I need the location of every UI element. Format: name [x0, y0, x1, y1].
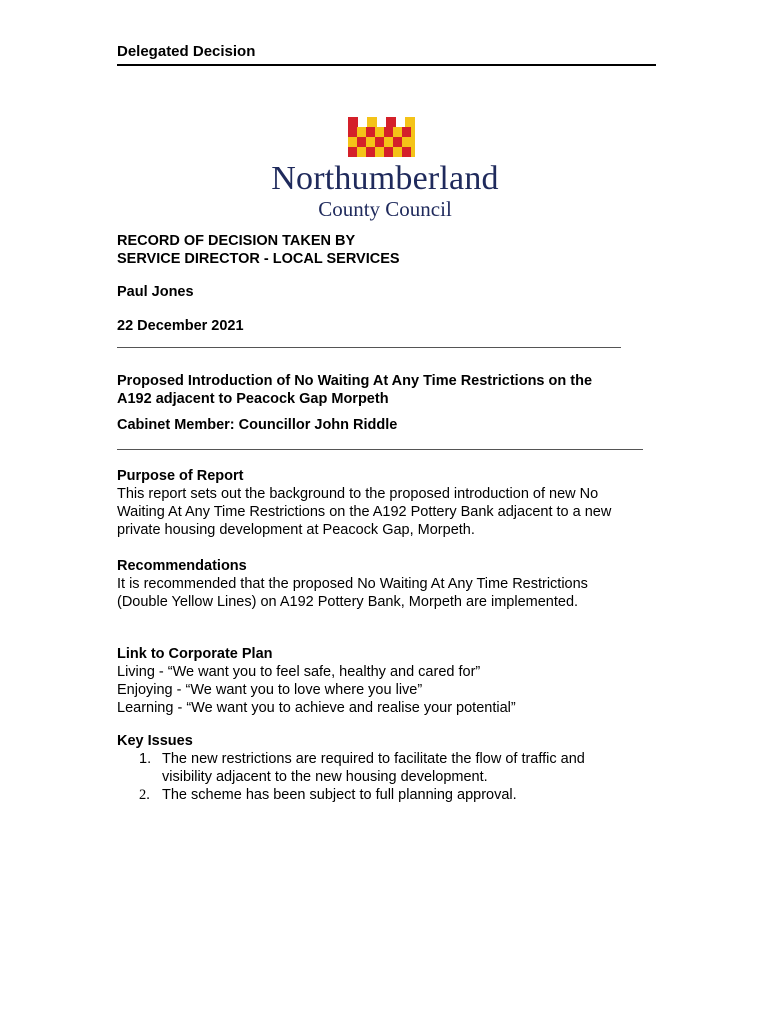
list-item-line-1: The scheme has been subject to full planning approval.	[162, 787, 517, 803]
record-line-1: RECORD OF DECISION TAKEN BY	[117, 233, 356, 249]
corporate-plan-heading: Link to Corporate Plan	[117, 646, 273, 662]
recommendations-section	[117, 557, 657, 611]
purpose-line-3: private housing development at Peacock Gap, Morpeth.	[117, 522, 475, 538]
corporate-plan-enjoying: Enjoying - “We want you to love where you live”	[117, 682, 423, 698]
list-item-line-2: visibility adjacent to the new housing development.	[162, 769, 488, 785]
header-label: Delegated Decision	[117, 43, 256, 60]
report-title-line-1: Proposed Introduction of No Waiting At Any Time Restrictions on the	[117, 373, 593, 389]
recommendations-line-1: It is recommended that the proposed No Waiting At Any Time Restrictions	[117, 576, 588, 592]
purpose-line-1: This report sets out the background to the proposed introduction of new No	[117, 486, 599, 502]
corporate-plan-living: Living - “We want you to feel safe, healthy and cared for”	[117, 664, 481, 680]
decision-date: 22 December 2021	[117, 318, 244, 334]
list-item	[117, 786, 657, 804]
purpose-section	[117, 467, 657, 539]
purpose-heading: Purpose of Report	[117, 468, 244, 484]
record-line-2: SERVICE DIRECTOR - LOCAL SERVICES	[117, 251, 400, 267]
cabinet-member: Cabinet Member: Councillor John Riddle	[117, 417, 398, 433]
logo-subtitle: County Council	[318, 197, 452, 221]
report-title-line-2: A192 adjacent to Peacock Gap Morpeth	[117, 391, 389, 407]
list-item-number: 1.	[139, 751, 152, 767]
key-issues-heading: Key Issues	[117, 733, 193, 749]
corporate-plan-section	[117, 645, 657, 717]
list-item-line-1: The new restrictions are required to facilitate the flow of traffic and	[162, 751, 585, 767]
officer-name: Paul Jones	[117, 284, 194, 300]
key-issues-list	[117, 750, 657, 804]
logo-wordmark: Northumberland	[271, 160, 499, 197]
record-heading	[117, 232, 657, 268]
report-title	[117, 372, 657, 408]
purpose-line-2: Waiting At Any Time Restrictions on the A192 Pottery Bank adjacent to a new	[117, 504, 612, 520]
list-item	[117, 750, 657, 786]
recommendations-line-2: (Double Yellow Lines) on A192 Pottery Bank, Morpeth are implemented.	[117, 594, 579, 610]
recommendations-heading: Recommendations	[117, 558, 247, 574]
list-item-number: 2.	[139, 787, 150, 803]
divider-1	[117, 347, 621, 348]
divider-2	[117, 449, 643, 450]
document-header	[117, 42, 656, 66]
corporate-plan-learning: Learning - “We want you to achieve and realise your potential”	[117, 700, 516, 716]
council-logo	[226, 103, 544, 233]
council-crest-icon	[346, 117, 418, 161]
